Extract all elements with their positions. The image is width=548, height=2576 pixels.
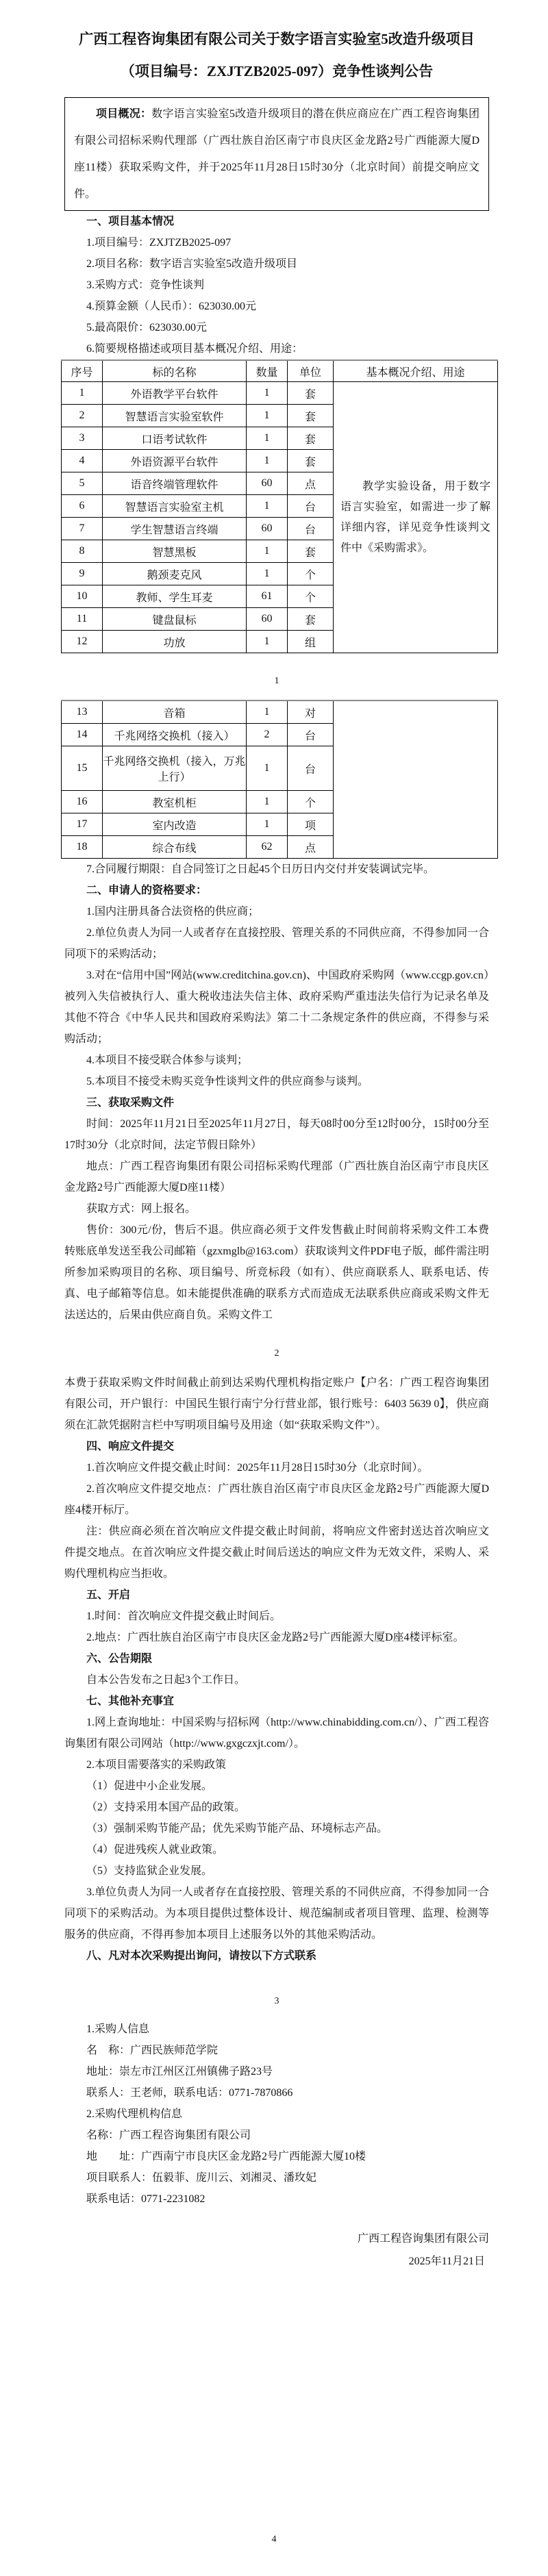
para-same-person-rule: 3.单位负责人为同一人或者存在直接控股、管理关系的不同供应商，不得参加同一合同项下的采购活动。为本项目提供过整体设计、规范编制或者项目管理、监理、检测等服务的供应商，不得再参加本项目上述服务以外的其他采购活动。 <box>64 1886 490 1941</box>
para-qualification-4: 4.本项目不接受联合体参与谈判； <box>86 1055 249 1066</box>
cell-no: 8 <box>62 540 103 563</box>
cell-name: 智慧黑板 <box>103 540 247 563</box>
cell-name: 教师、学生耳麦 <box>103 585 247 608</box>
cell-unit: 套 <box>288 608 334 631</box>
cell-no: 12 <box>62 631 103 653</box>
para-policy-2: （2）支持采用本国产品的政策。 <box>86 1802 246 1813</box>
page-number-3: 3 <box>274 1996 279 2006</box>
para-policy-5: （5）支持监狱企业发展。 <box>86 1865 213 1877</box>
goods-table-page1 <box>61 359 498 653</box>
cell-unit: 组 <box>288 631 334 653</box>
para-doc-price-part2: 本费于获取采购文件时间截止前到达采购代理机构指定账户【户名：广西工程咨询集团有限公司，开户银行：中国民生银行南宁分行营业部，银行账号：6403 5639 0】，供应商须在汇款凭据附言栏中写明项目编号及用途（如“获取采购文件”）。 <box>64 1377 489 1431</box>
cell-unit: 套 <box>288 405 334 427</box>
para-project-name: 2.项目名称：数字语言实验室5改造升级项目 <box>86 258 298 270</box>
cell-unit: 套 <box>288 427 334 450</box>
para-response-note: 注：供应商必须在首次响应文件提交截止时间前，将响应文件密封送达首次响应文件提交地点。在首次响应文件提交截止时间后送达的响应文件为无效文件，采购人、采购代理机构应当拒收。 <box>64 1526 489 1580</box>
cell-name: 外语教学平台软件 <box>103 382 247 405</box>
cell-name: 综合布线 <box>103 836 247 859</box>
cell-qty: 62 <box>247 836 288 859</box>
para-agency-address: 地 址：广西南宁市良庆区金龙路2号广西能源大厦10楼 <box>86 2151 366 2162</box>
cell-qty: 60 <box>247 608 288 631</box>
para-doc-method: 获取方式：网上报名。 <box>86 1203 197 1215</box>
cell-no: 13 <box>62 700 103 724</box>
cell-name: 键盘鼠标 <box>103 608 247 631</box>
cell-qty: 1 <box>247 495 288 518</box>
cell-name: 音箱 <box>103 700 247 724</box>
cell-no: 5 <box>62 472 103 495</box>
para-qualification-2: 2.单位负责人为同一人或者存在直接控股、管理关系的不同供应商，不得参加同一合同项下的采购活动； <box>64 927 490 960</box>
cell-unit: 个 <box>288 791 334 813</box>
section5-heading: 五、开启 <box>86 1589 131 1601</box>
para-doc-price-part1: 售价：300元/份，售后不退。供应商必须于文件发售截止时间前将采购文件工本费转账底单发送至我公司邮箱（gzxmglb@163.com）获取谈判文件PDF电子版，邮件需注明所参加采购项目的名称、项目编号、所竞标段（如有）、供应商联系人、联系电话、传真、电子邮箱等信息。如未能提供准确的联系方式而造成无法联系供应商或采购文件无法送达的，后果由供应商自负。采购文件工 <box>64 1224 489 1321</box>
para-opening-place: 2.地点：广西壮族自治区南宁市良庆区金龙路2号广西能源大厦D座4楼评标室。 <box>86 1632 464 1643</box>
title-line-1: 广西工程咨询集团有限公司关于数字语言实验室5改造升级项目 <box>79 31 475 47</box>
cell-name: 外语资源平台软件 <box>103 450 247 472</box>
para-project-number: 1.项目编号：ZXJTZB2025-097 <box>86 237 232 249</box>
table-row <box>62 700 498 724</box>
cell-qty: 1 <box>247 382 288 405</box>
cell-qty: 1 <box>247 700 288 724</box>
cell-unit: 对 <box>288 700 334 724</box>
para-buyer-name: 名 称：广西民族师范学院 <box>86 2045 219 2056</box>
col-header-usage: 基本概况介绍、用途 <box>334 360 498 382</box>
cell-unit: 项 <box>288 813 334 836</box>
para-policy-1: （1）促进中小企业发展。 <box>86 1780 213 1792</box>
col-header-name: 标的名称 <box>103 360 247 382</box>
usage-note-text: 教学实验设备，用于数字语言实验室，如需进一步了解详细内容，详见竞争性谈判文件中《采购需求》。 <box>340 480 490 554</box>
cell-unit: 个 <box>288 585 334 608</box>
para-doc-place: 地点：广西工程咨询集团有限公司招标采购代理部（广西壮族自治区南宁市良庆区金龙路2号广西能源大厦D座11楼） <box>64 1161 489 1194</box>
cell-qty: 60 <box>247 472 288 495</box>
cell-qty: 1 <box>247 791 288 813</box>
para-procurement-method: 3.采购方式：竞争性谈判 <box>86 279 205 291</box>
cell-unit: 点 <box>288 472 334 495</box>
section7-heading: 七、其他补充事宜 <box>86 1695 175 1707</box>
cell-qty: 1 <box>247 450 288 472</box>
cell-unit: 台 <box>288 495 334 518</box>
cell-no: 11 <box>62 608 103 631</box>
cell-no: 2 <box>62 405 103 427</box>
section8-heading: 八、凡对本次采购提出询问，请按以下方式联系 <box>86 1950 317 1962</box>
signature-block <box>64 2227 489 2273</box>
cell-qty: 1 <box>247 563 288 585</box>
cell-no: 18 <box>62 836 103 859</box>
cell-unit: 套 <box>288 382 334 405</box>
para-contract-term: 7.合同履行期限：自合同签订之日起45个日历日内交付并安装调试完毕。 <box>86 863 435 875</box>
para-price-ceiling: 5.最高限价：623030.00元 <box>86 322 208 333</box>
signature-company: 广西工程咨询集团有限公司 <box>357 2233 489 2245</box>
cell-qty: 1 <box>247 427 288 450</box>
col-header-qty: 数量 <box>247 360 288 382</box>
cell-qty: 1 <box>247 405 288 427</box>
section3-heading: 三、获取采购文件 <box>86 1097 175 1109</box>
signature-date: 2025年11月21日 <box>408 2256 485 2267</box>
table-row <box>62 382 498 405</box>
cell-qty: 2 <box>247 724 288 746</box>
cell-qty: 60 <box>247 518 288 540</box>
cell-unit: 点 <box>288 836 334 859</box>
page-number-1: 1 <box>274 676 279 686</box>
project-overview-box <box>64 97 489 211</box>
para-response-deadline: 1.首次响应文件提交截止时间：2025年11月28日15时30分（北京时间）。 <box>86 1462 429 1474</box>
cell-name: 室内改造 <box>103 813 247 836</box>
para-spec-intro: 6.简要规格描述或项目基本概况介绍、用途： <box>86 343 303 355</box>
para-buyer-title: 1.采购人信息 <box>86 2023 150 2035</box>
para-response-place: 2.首次响应文件提交地点：广西壮族自治区南宁市良庆区金龙路2号广西能源大厦D座4楼开标厅。 <box>64 1483 489 1516</box>
section4-heading: 四、响应文件提交 <box>86 1441 175 1452</box>
col-header-unit: 单位 <box>288 360 334 382</box>
cell-unit: 个 <box>288 563 334 585</box>
overview-label: 项目概况： <box>96 108 152 120</box>
para-opening-time: 1.时间：首次响应文件提交截止时间后。 <box>86 1611 282 1622</box>
para-online-query: 1.网上查询地址：中国采购与招标网（http://www.chinabidding.com.cn/）、广西工程咨询集团有限公司网站（http://www.gxgczxjt.com/）。 <box>64 1717 489 1750</box>
para-qualification-5: 5.本项目不接受未购买竞争性谈判文件的供应商参与谈判。 <box>86 1076 369 1087</box>
title-line-2: （项目编号：ZXJTZB2025-097）竞争性谈判公告 <box>120 63 434 79</box>
overview-body-text: 数字语言实验室5改造升级项目的潜在供应商应在广西工程咨询集团有限公司招标采购代理部（广西壮族自治区南宁市良庆区金龙路2号广西能源大厦D座11楼）获取采购文件，并于2025年11月28日15时30分（北京时间）前提交响应文件。 <box>74 108 480 200</box>
para-agency-contact: 项目联系人：伍毅菲、庞川云、刘湘灵、潘玫妃 <box>86 2172 317 2184</box>
cell-unit: 台 <box>288 518 334 540</box>
para-policy-4: （4）促进残疾人就业政策。 <box>86 1844 224 1856</box>
cell-no: 1 <box>62 382 103 405</box>
cell-name: 语音终端管理软件 <box>103 472 247 495</box>
cell-usage-continuation <box>334 700 498 859</box>
cell-usage-note <box>334 382 498 653</box>
para-qualification-1: 1.国内注册具备合法资格的供应商； <box>86 906 260 918</box>
cell-no: 10 <box>62 585 103 608</box>
goods-table-page2 <box>61 700 498 859</box>
para-agency-phone: 联系电话：0771-2231082 <box>86 2193 206 2205</box>
para-budget-amount: 4.预算金额（人民币）：623030.00元 <box>86 301 257 312</box>
cell-qty: 1 <box>247 813 288 836</box>
page-number-2: 2 <box>274 1348 279 1359</box>
section2-heading: 二、申请人的资格要求： <box>86 885 208 896</box>
para-policy-3: （3）强制采购节能产品；优先采购节能产品、环境标志产品。 <box>86 1823 388 1834</box>
para-agency-name: 名称：广西工程咨询集团有限公司 <box>86 2130 251 2141</box>
cell-no: 17 <box>62 813 103 836</box>
cell-no: 6 <box>62 495 103 518</box>
cell-unit: 台 <box>288 746 334 791</box>
document-title <box>64 23 489 88</box>
cell-name: 学生智慧语言终端 <box>103 518 247 540</box>
cell-name: 智慧语言实验室主机 <box>103 495 247 518</box>
goods-table-header-row <box>62 360 498 382</box>
para-buyer-contact: 联系人：王老师，联系电话：0771-7870866 <box>86 2087 293 2099</box>
col-header-no: 序号 <box>62 360 103 382</box>
section1-heading: 一、项目基本情况 <box>86 216 175 227</box>
cell-no: 15 <box>62 746 103 791</box>
para-agency-title: 2.采购代理机构信息 <box>86 2108 183 2120</box>
cell-unit: 套 <box>288 540 334 563</box>
cell-no: 3 <box>62 427 103 450</box>
cell-name: 智慧语言实验室软件 <box>103 405 247 427</box>
cell-unit: 台 <box>288 724 334 746</box>
cell-no: 4 <box>62 450 103 472</box>
section6-heading: 六、公告期限 <box>86 1653 153 1665</box>
cell-name: 鹅颈麦克风 <box>103 563 247 585</box>
cell-name: 功放 <box>103 631 247 653</box>
para-announcement-period: 自本公告发布之日起3个工作日。 <box>86 1674 246 1686</box>
cell-qty: 1 <box>247 540 288 563</box>
cell-no: 16 <box>62 791 103 813</box>
cell-no: 9 <box>62 563 103 585</box>
para-doc-time: 时间：2025年11月21日至2025年11月27日，每天08时00分至12时00分，15时00分至17时30分（北京时间，法定节假日除外） <box>64 1118 489 1151</box>
para-buyer-address: 地址：崇左市江州区江州镇佛子路23号 <box>86 2066 273 2078</box>
page-number-4: 4 <box>271 2534 277 2545</box>
cell-qty: 1 <box>247 631 288 653</box>
cell-qty: 61 <box>247 585 288 608</box>
cell-name: 口语考试软件 <box>103 427 247 450</box>
cell-name: 千兆网络交换机（接入，万兆上行） <box>103 746 247 791</box>
project-overview-paragraph <box>74 101 480 207</box>
cell-name: 教室机柜 <box>103 791 247 813</box>
cell-no: 7 <box>62 518 103 540</box>
para-qualification-3: 3.对在“信用中国”网站(www.creditchina.gov.cn)、中国政府采购网（www.ccgp.gov.cn）被列入失信被执行人、重大税收违法失信主体、政府采购严重违法失信行为记录名单及其他不符合《中华人民共和国政府采购法》第二十二条规定条件的供应商，不得参与采购活动； <box>64 970 489 1045</box>
cell-unit: 套 <box>288 450 334 472</box>
cell-no: 14 <box>62 724 103 746</box>
para-policy-intro: 2.本项目需要落实的采购政策 <box>86 1759 227 1771</box>
cell-qty: 1 <box>247 746 288 791</box>
cell-name: 千兆网络交换机（接入） <box>103 724 247 746</box>
